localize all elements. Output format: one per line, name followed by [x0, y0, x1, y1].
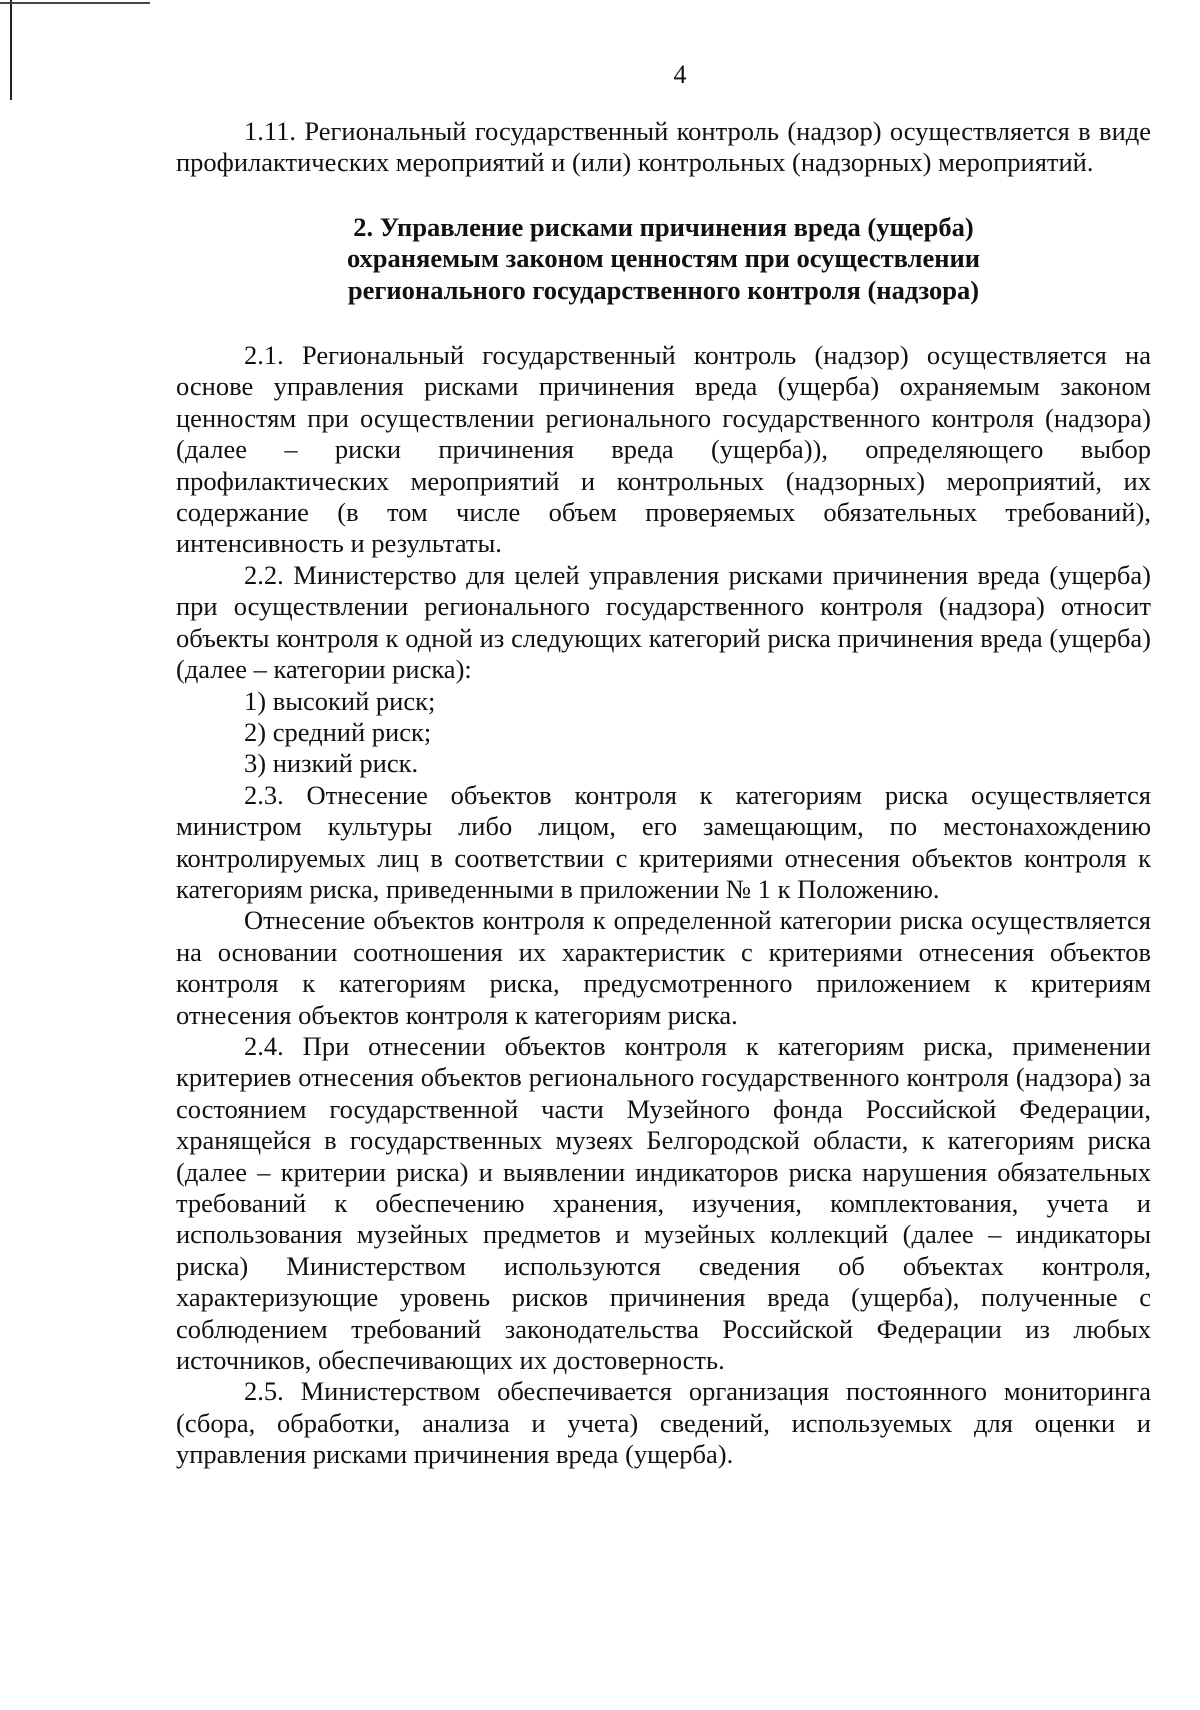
document-body	[176, 116, 1151, 1471]
paragraph-2-3-continued: Отнесение объектов контроля к определенной категории риска осуществляется на основании соотношения их характеристик с критериями отнесения объектов контроля к категориям риска, предусмотренного приложением к критериям отнесения объектов контроля к категориям риска.	[176, 905, 1151, 1030]
page-number: 4	[673, 60, 687, 89]
paragraph-2-4: 2.4. При отнесении объектов контроля к категориям риска, применении критериев отнесения объектов регионального государственного контроля (надзора) за состоянием государственной части Музейного фонда Российской Федерации, хранящейся в государственных музеях Белгородской области, к категориям риска (далее – критерии риска) и выявлении индикаторов риска нарушения обязательных требований к обеспечению хранения, изучения, комплектования, учета и использования музейных предметов и музейных коллекций (далее – индикаторы риска) Министерством используются сведения об объектах контроля, характеризующие уровень рисков причинения вреда (ущерба), полученные с соблюдением требований законодательства Российской Федерации из любых источников, обеспечивающих их достоверность.	[176, 1030, 1151, 1376]
risk-list-item-medium: 2) средний риск;	[244, 716, 432, 747]
paragraph-2-1: 2.1. Региональный государственный контроль (надзор) осуществляется на основе управления рисками причинения вреда (ущерба) охраняемым законом ценностям при осуществлении регионального государственного контроля (надзора) (далее – риски причинения вреда (ущерба)), определяющего выбор профилактических мероприятий и контрольных (надзорных) мероприятий, их содержание (в том числе объем проверяемых обязательных требований), интенсивность и результаты.	[176, 340, 1151, 559]
section-heading-line-3: регионального государственного контроля (надзора)	[347, 274, 980, 305]
paragraph-2-2: 2.2. Министерство для целей управления рисками причинения вреда (ущерба) при осуществлении регионального государственного контроля (надзора) относит объекты контроля к одной из следующих категорий риска причинения вреда (ущерба) (далее – категории риска):	[176, 559, 1151, 685]
section-heading-line-2: охраняемым законом ценностям при осуществлении	[346, 243, 981, 274]
risk-list-item-high: 1) высокий риск;	[244, 685, 436, 716]
section-heading	[176, 212, 1151, 306]
paragraph-2-5: 2.5. Министерством обеспечивается организация постоянного мониторинга (сбора, обработки, анализа и учета) сведений, используемых для оценки и управления рисками причинения вреда (ущерба).	[176, 1376, 1151, 1470]
risk-list-item-low: 3) низкий риск.	[244, 748, 419, 779]
paragraph-2-3: 2.3. Отнесение объектов контроля к категориям риска осуществляется министром культуры либо лицом, его замещающим, по местонахождению контролируемых лиц в соответствии с критериями отнесения объектов контроля к категориям риска, приведенными в приложении № 1 к Положению.	[176, 779, 1151, 904]
scan-edge-top	[0, 2, 150, 4]
section-heading-line-1: 2. Управление рисками причинения вреда (ущерба)	[353, 211, 974, 242]
paragraph-1-11: 1.11. Региональный государственный контроль (надзор) осуществляется в виде профилактических мероприятий и (или) контрольных (надзорных) мероприятий.	[176, 116, 1151, 178]
